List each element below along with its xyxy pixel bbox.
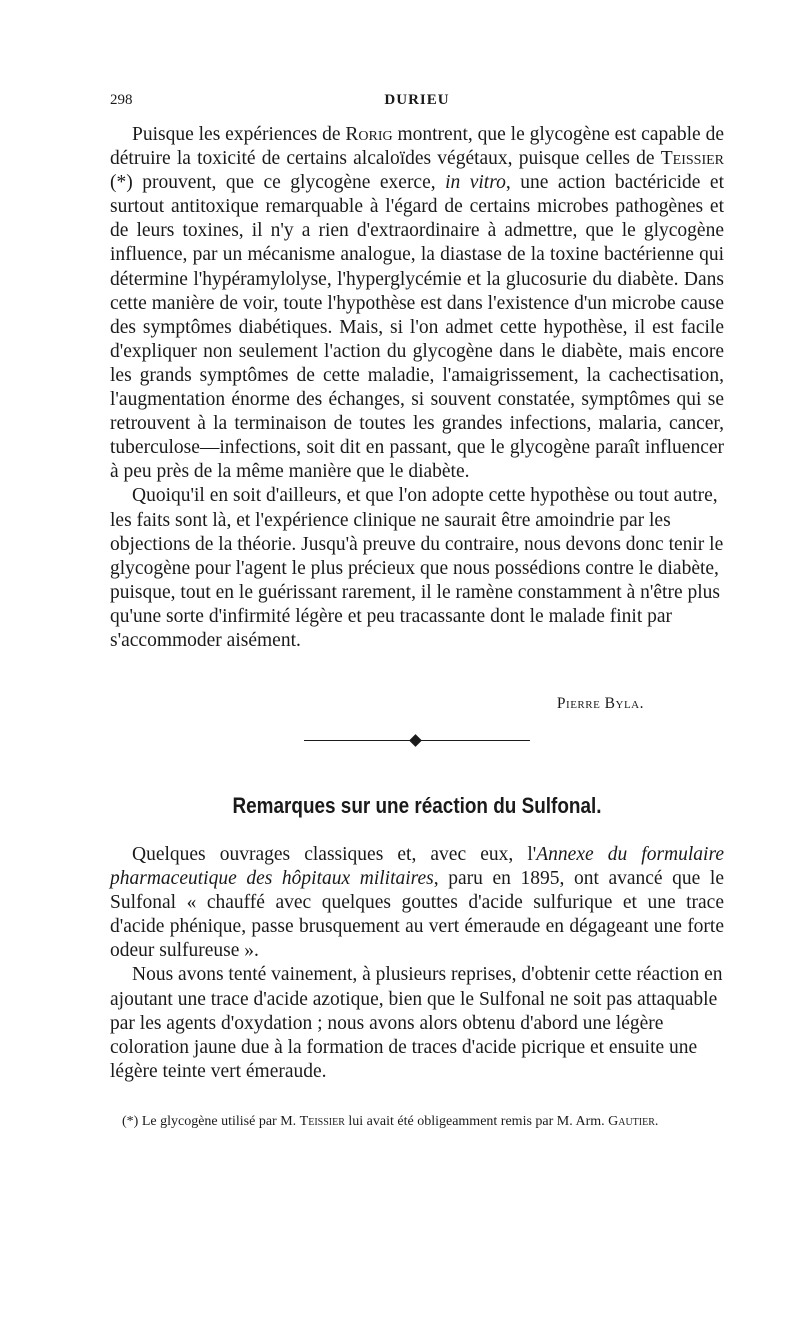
emphasis: in vitro — [445, 172, 506, 194]
page-number: 298 — [110, 92, 133, 108]
paragraph: Quoiqu'il en soit d'ailleurs, et que l'on adopte cette hypothèse ou tout autre, les faits sont là, et l'expérience clinique ne saurait être amoindrie par les objections de la théorie. Jusqu'à preuve du contraire, nous devons donc tenir le glycogène pour l'agent le plus précieux que nous possédions contre le diabète, puisque, tout en le guérissant rarement, il le ramène constamment à n'être plus qu'une sorte d'infirmité légère et peu tracassante dont le malade finit par s'accommoder aisément. — [110, 485, 724, 651]
footnote: (*) Le glycogène utilisé par M. Teissier lui avait été obligeamment remis par M. Arm. Gautier. — [122, 1114, 659, 1129]
author-name: Rorig — [345, 124, 393, 145]
page-header — [110, 92, 724, 114]
paragraph: Nous avons tenté vainement, à plusieurs reprises, d'obtenir cette réaction en ajoutant une trace d'acide azotique, bien que le Sulfonal ne soit pas attaquable par les agents d'oxydation ; nous avons alors obtenu d'abord une légère coloration jaune due à la formation de traces d'acide picrique et ensuite une légère teinte vert émeraude. — [110, 964, 723, 1082]
signature: Pierre Byla. — [556, 695, 644, 712]
article-body — [110, 123, 724, 653]
section-divider — [304, 738, 530, 744]
diamond-ornament-icon — [409, 734, 422, 747]
section-title: Remarques sur une réaction du Sulfonal. — [232, 793, 602, 818]
publication-title: Annexe du formulaire pharmaceutique des hôpitaux militaires — [110, 844, 724, 890]
article-body — [110, 843, 724, 1084]
running-head: DURIEU — [384, 92, 450, 108]
paragraph: Puisque les expériences de Rorig montrent, que le glycogène est capable de détruire la toxicité de certains alcaloïdes végétaux, puisque celles de Teissier (*) prouvent, que ce glycogène exerce, in vitro, une action bactéricide et surtout antitoxique remarquable à l'égard de certains microbes pathogènes et de leurs toxines, il n'y a rien d'extraordinaire à admettre, que le glycogène influence, par un mécanisme analogue, la diastase de la toxine bactérienne qui détermine l'hypéramylolyse, l'hyperglycémie et la glucosurie du diabète. Dans cette manière de voir, toute l'hypothèse est dans l'existence d'un microbe cause des symptômes diabétiques. Mais, si l'on admet cette hypothèse, il est facile d'expliquer non seulement l'action du glycogène dans le diabète, mais encore les grands symptômes de cette maladie, l'amaigrissement, la cachectisation, l'augmentation énorme des échanges, si souvent constatée, symptômes qui se retrouvent à la terminaison de toutes les grandes infections, malaria, cancer, tuberculose—infections, soit dit en passant, que le glycogène paraît influencer à peu près de la même manière que le diabète. — [110, 124, 724, 483]
author-name: Teissier — [660, 148, 724, 170]
paragraph: Quelques ouvrages classiques et, avec eux, l'Annexe du formulaire pharmaceutique des hôpitaux militaires, paru en 1895, ont avancé que le Sulfonal « chauffé avec quelques gouttes d'acide sulfurique et une trace d'acide phénique, passe brusquement au vert émeraude en dégageant une forte odeur sulfureuse ». — [110, 844, 724, 962]
